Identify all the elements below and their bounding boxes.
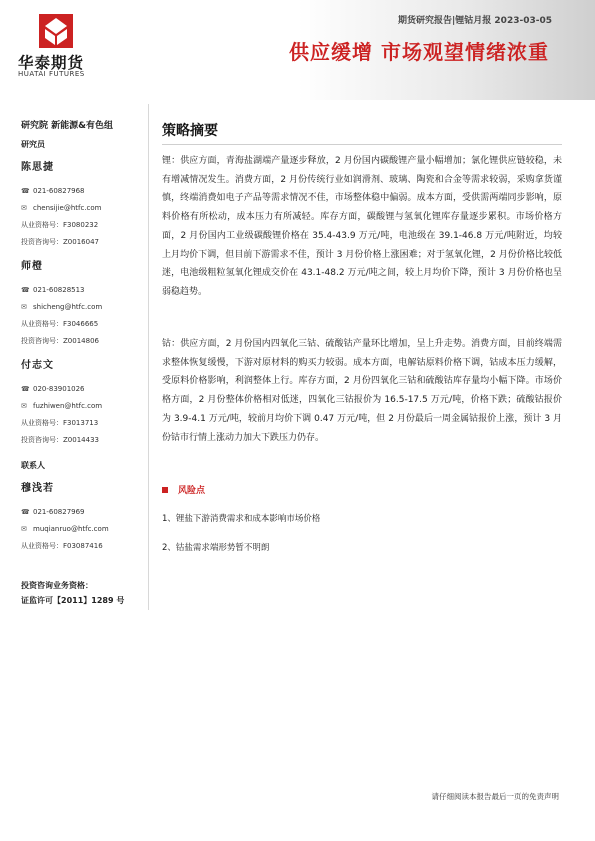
researcher-cert: 从业资格号：F3046665: [21, 319, 99, 328]
contact-phone: 021-60827969: [33, 507, 85, 516]
sidebar: [21, 118, 146, 554]
phone-icon: ☎: [21, 186, 30, 195]
researcher-card: [21, 257, 146, 349]
researcher-email[interactable]: fuzhiwen@htfc.com: [33, 401, 103, 410]
contact-heading: 联系人: [21, 461, 45, 470]
researcher-name: 陈思捷: [21, 162, 54, 173]
researcher-card: [21, 158, 146, 250]
researcher-email[interactable]: chensijie@htfc.com: [33, 203, 102, 212]
researcher-card: [21, 356, 146, 448]
phone-icon: ☎: [21, 384, 30, 393]
researcher-phone: 021-60827968: [33, 186, 85, 195]
qualification-label: 投资咨询业务资格：: [21, 581, 93, 590]
researcher-cert: 从业资格号：F3013713: [21, 418, 99, 427]
logo-text-cn: 华泰期货: [18, 54, 85, 72]
cobalt-paragraph: 钴：供应方面，2 月份国内四氧化三钴、硫酸钴产量环比增加，呈上升走势。消费方面，目前终端需求整体恢复缓慢，下游对原材料的购买力较弱。成本方面，电解钴原料价格下调，钴成本压力缓解，受原料价格影响，利润整体上行。库存方面，2 月份四氧化三钴和硫酸钴库存量均小幅下降。市场价格方面，2 月份整体价格相对低迷，四氧化三钴报价为 16.5-17.5 万元/吨，价格下跌；硫酸钴报价为 3.9-4.1 万元/吨，较前月均价下调 0.47 万元/吨，但 2 月份最后一周金属钴报价上涨，预计 3 月份钴市行情上涨动力加大下跌压力仍存。: [162, 339, 562, 443]
contact-name: 穆浅若: [21, 483, 54, 494]
qualification-block: [21, 578, 124, 608]
qualification-license: 证监许可【2011】1289 号: [21, 596, 125, 605]
risk-item: 2、钴盐需求端形势暂不明朗: [162, 543, 270, 553]
risk-heading: [162, 483, 205, 496]
researcher-email[interactable]: shicheng@htfc.com: [33, 302, 103, 311]
mail-icon: ✉: [21, 524, 27, 533]
lithium-paragraph: 锂：供应方面，青海盐湖端产量逐步释放，2 月份国内碳酸锂产量小幅增加；氯化锂供应链较稳，未有增减情况发生。消费方面，2 月份传统行业如润滑剂、玻璃、陶瓷和合金等需求较弱，采购拿货谨慎，终端消费如电子产品等需求情况不佳，市场整体稳中偏弱。成本方面，受供需两端同步影响，原料价格有所松动，成本压力有所减轻。库存方面，碳酸锂与氢氧化锂库存量逐步累积。市场价格方面，2 月份国内工业级碳酸锂价格在 35.4-43.9 万元/吨，电池级在 39.1-46.8 万元/吨附近，均较上月均价下调，但目前下游需求不佳，预计 3 月份价格上涨困难；对于氢氧化锂，2 月份价格比较低迷，电池级粗粒氢氧化锂成交价在 43.1-48.2 万元/吨之间，较上月均价下降，预计 3 月份价格也呈弱稳趋势。: [162, 156, 562, 297]
researcher-phone: 021-60828513: [33, 285, 85, 294]
phone-icon: ☎: [21, 285, 30, 294]
researcher-cert: 投资咨询号：Z0014806: [21, 336, 99, 345]
section-title: 策略摘要: [162, 123, 218, 139]
logo-text-en: HUATAI FUTURES: [18, 70, 85, 78]
contact-email[interactable]: muqianruo@htfc.com: [33, 524, 109, 533]
mail-icon: ✉: [21, 401, 27, 410]
phone-icon: ☎: [21, 507, 30, 516]
risk-title: 风险点: [178, 486, 206, 496]
mail-icon: ✉: [21, 203, 27, 212]
researcher-cert: 投资咨询号：Z0016047: [21, 237, 99, 246]
researcher-cert: 从业资格号：F3080232: [21, 220, 99, 229]
contact-card: [21, 479, 146, 554]
researcher-name: 付志文: [21, 360, 54, 371]
report-meta: 期货研究报告|锂钴月报 2023-03-05: [398, 16, 552, 26]
researcher-cert: 投资咨询号：Z0014433: [21, 435, 99, 444]
risk-item: 1、锂盐下游消费需求和成本影响市场价格: [162, 514, 321, 524]
report-title: 供应缓增 市场观望情绪浓重: [289, 40, 549, 64]
contact-cert: 从业资格号：F03087416: [21, 541, 103, 550]
report-header: [0, 0, 595, 100]
mail-icon: ✉: [21, 302, 27, 311]
column-divider: [148, 104, 149, 610]
researcher-phone: 020-83901026: [33, 384, 85, 393]
section-divider: [162, 144, 562, 145]
square-bullet-icon: [162, 487, 168, 493]
footer-disclaimer: 请仔细阅读本报告最后一页的免责声明: [431, 792, 559, 801]
researcher-heading: 研究员: [21, 140, 45, 149]
huatai-logo-icon: [39, 14, 73, 48]
researcher-name: 师橙: [21, 261, 43, 272]
department: 研究院 新能源&有色组: [21, 121, 113, 131]
